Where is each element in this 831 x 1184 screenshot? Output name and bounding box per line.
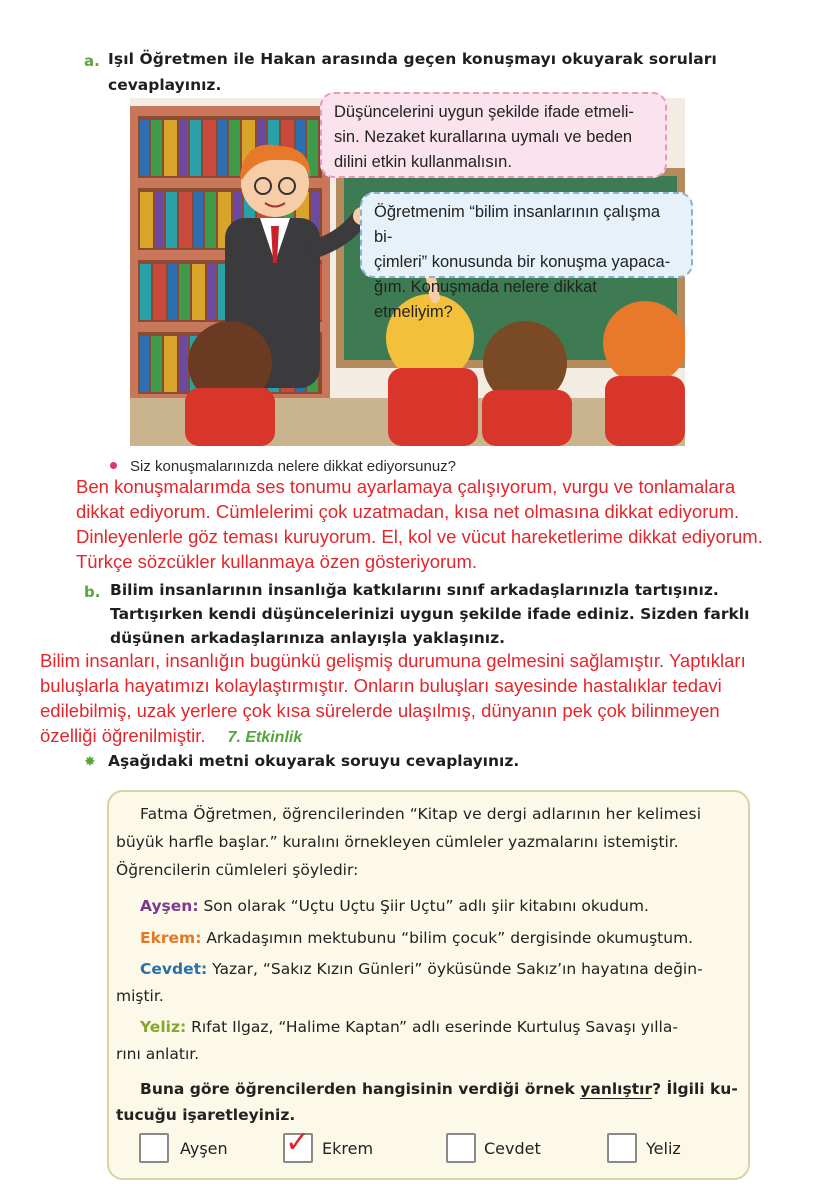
book-icon xyxy=(205,192,216,248)
book-icon xyxy=(140,120,149,176)
intro-line: Öğrencilerin cümleleri şöyledir: xyxy=(116,861,359,879)
question-a: Siz konuşmalarınızda nelere dikkat ediyorsunuz? xyxy=(130,458,457,475)
book-icon xyxy=(179,192,192,248)
prompt-text: Buna göre öğrencilerden hangisinin verdiği örnek xyxy=(140,1080,581,1098)
book-icon xyxy=(207,264,216,320)
checkbox-cevdet[interactable] xyxy=(446,1133,476,1163)
answer-a-line: Türkçe sözcükler kullanmaya özen gösteriyorum. xyxy=(76,551,477,572)
sentence-ekrem xyxy=(140,929,693,947)
sentence-continuation: rını anlatır. xyxy=(116,1045,200,1063)
option-label: Ekrem xyxy=(322,1139,374,1158)
underlined-word: yanlıştır xyxy=(580,1080,653,1098)
section-b-line: düşünen arkadaşlarınıza anlayışla yaklaşınız. xyxy=(110,629,506,647)
checkbox-aysen[interactable] xyxy=(139,1133,169,1163)
student-name: Cevdet: xyxy=(140,960,208,978)
sentence-continuation: miştir. xyxy=(116,987,164,1005)
book-icon xyxy=(140,336,149,392)
book-icon xyxy=(166,192,177,248)
section-a-heading-line2: cevaplayınız. xyxy=(108,76,222,94)
check-icon: ✓ xyxy=(285,1125,311,1160)
sentence-yeliz xyxy=(140,1018,678,1036)
sentence-text: Arkadaşımın mektubunu “bilim çocuk” dergisinde okumuştum. xyxy=(201,929,694,947)
book-icon xyxy=(229,120,240,176)
answer-b-line: Bilim insanları, insanlığın bugünkü gelişmiş durumuna gelmesini sağlamıştır. Yaptıkları xyxy=(40,650,746,671)
question-prompt: tucuğu işaretleyiniz. xyxy=(116,1106,296,1124)
bubble-line: Düşüncelerini uygun şekilde ifade etmeli- xyxy=(334,103,634,121)
bullet-icon xyxy=(110,462,117,469)
book-icon xyxy=(140,192,153,248)
student-name: Ayşen: xyxy=(140,897,199,915)
checkbox-yeliz[interactable] xyxy=(607,1133,637,1163)
book-icon xyxy=(155,192,164,248)
book-icon xyxy=(194,192,203,248)
answer-a-line: Ben konuşmalarımda ses tonumu ayarlamaya çalışıyorum, vurgu ve tonlamalara xyxy=(76,476,736,497)
answer-a-line: Dinleyenlerle göz teması kuruyorum. El, kol ve vücut hareketlerime dikkat ediyorum. xyxy=(76,526,763,547)
section-b-line: Bilim insanlarının insanlığa katkılarını sınıf arkadaşlarınızla tartışınız. xyxy=(110,581,719,599)
book-icon xyxy=(218,120,227,176)
book-icon xyxy=(179,336,188,392)
sentence-aysen xyxy=(140,897,649,915)
sentence-text: Rıfat Ilgaz, “Halime Kaptan” adlı eserinde Kurtuluş Savaşı yılla- xyxy=(186,1018,678,1036)
book-icon xyxy=(164,120,177,176)
teacher-speech-bubble xyxy=(320,92,667,178)
section-a-marker: a. xyxy=(84,52,100,70)
bubble-line: Öğretmenim “bilim insanlarının çalışma bi- xyxy=(374,203,661,246)
bubble-line: ğım. Konuşmada nelere dikkat etmeliyim? xyxy=(374,278,597,321)
student-girl-icon xyxy=(482,321,572,446)
sentence-text: Son olarak “Uçtu Uçtu Şiir Uçtu” adlı şiir kitabını okudum. xyxy=(198,897,649,915)
sentence-cevdet xyxy=(140,960,703,978)
book-icon xyxy=(192,264,205,320)
book-icon xyxy=(190,120,201,176)
answer-b-line: edilebilmiş, uzak yerlere çok kısa sürelerde ulaşılmış, dünyanın pek çok bilinmeyen xyxy=(40,700,720,721)
student-name: Yeliz: xyxy=(140,1018,187,1036)
answer-b-line: buluşlarla hayatımızı kolaylaştırmıştır. Onların buluşları sayesinde hastalıklar tedavi xyxy=(40,675,722,696)
bubble-line: dilini etkin kullanmalısın. xyxy=(334,153,512,171)
answer-b xyxy=(40,648,830,750)
answer-a xyxy=(76,474,826,574)
student-left-icon xyxy=(185,321,275,446)
activity-label: 7. Etkinlik xyxy=(227,729,303,746)
option-label: Cevdet xyxy=(484,1139,541,1158)
book-icon xyxy=(151,336,162,392)
prompt-text: ? İlgili ku- xyxy=(652,1080,738,1098)
star-icon: ✸ xyxy=(84,754,96,770)
book-icon xyxy=(168,264,177,320)
student-name: Ekrem: xyxy=(140,929,202,947)
option-label: Ayşen xyxy=(180,1139,228,1158)
bubble-line: sin. Nezaket kurallarına uymalı ve beden xyxy=(334,128,633,146)
question-prompt xyxy=(140,1080,738,1098)
book-icon xyxy=(151,120,162,176)
book-icon xyxy=(203,120,216,176)
book-icon xyxy=(179,264,190,320)
bubble-line: çimleri” konusunda bir konuşma yapaca- xyxy=(374,253,671,271)
section-b-line: Tartışırken kendi düşüncelerinizi uygun şekilde ifade ediniz. Sizden farklı xyxy=(110,605,750,623)
student-speech-bubble xyxy=(360,192,693,321)
section-a-heading-line1: Işıl Öğretmen ile Hakan arasında geçen konuşmayı okuyarak soruları xyxy=(108,50,717,68)
answer-a-line: dikkat ediyorum. Cümlelerimi çok uzatmadan, kısa net olmasına dikkat ediyorum. xyxy=(76,501,740,522)
book-icon xyxy=(164,336,177,392)
intro-line: büyük harfle başlar.” kuralını örnekleyen cümleler yazmalarını istemiştir. xyxy=(116,833,679,851)
intro-line: Fatma Öğretmen, öğrencilerinden “Kitap ve dergi adlarının her kelimesi xyxy=(140,805,702,823)
activity-instruction: Aşağıdaki metni okuyarak soruyu cevaplayınız. xyxy=(108,752,520,770)
book-icon xyxy=(179,120,188,176)
option-label: Yeliz xyxy=(646,1139,681,1158)
section-b-marker: b. xyxy=(84,583,101,601)
sentence-text: Yazar, “Sakız Kızın Günleri” öyküsünde Sakız’ın hayatına değin- xyxy=(207,960,703,978)
book-icon xyxy=(153,264,166,320)
book-icon xyxy=(140,264,151,320)
answer-b-line: özelliği öğrenilmiştir. xyxy=(40,725,206,746)
